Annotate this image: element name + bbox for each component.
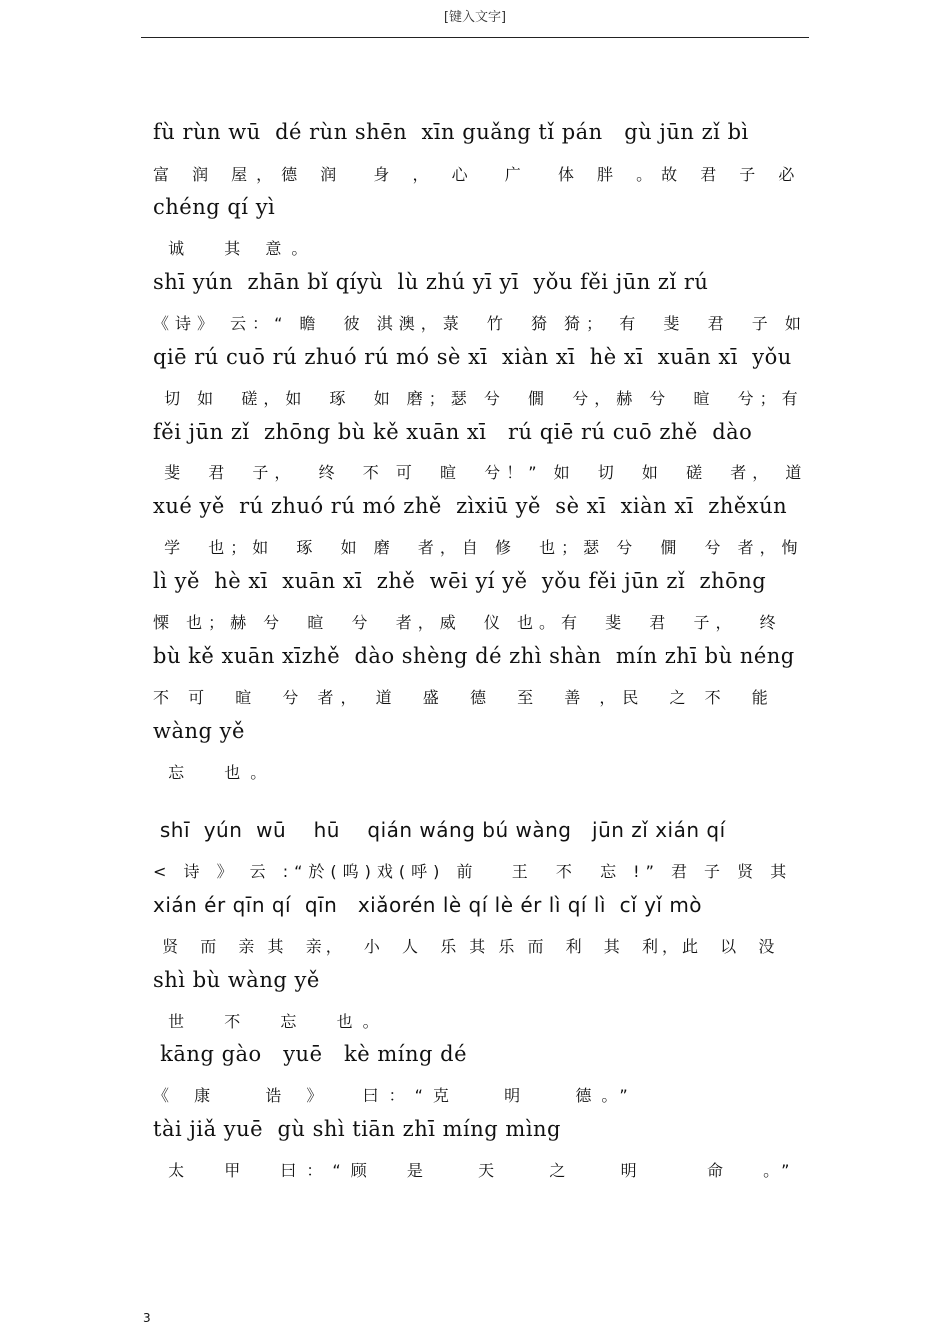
hanzi-line: 《诗》 云：“ 瞻 彼 淇澳，菉 竹 猗 猗； 有 斐 君 子 如 <box>153 314 807 333</box>
hanzi-line: < 诗 》 云 :“於(呜)戏(呼) 前 王 不 忘 !” 君 子 贤 其 <box>153 862 793 881</box>
pinyin-line: chéng qí yì <box>153 195 276 219</box>
pinyin-line: fěi jūn zǐ zhōng bù kě xuān xī rú qiē rú cuō zhě dào <box>153 420 753 444</box>
page-header: [键入文字] <box>443 10 507 25</box>
hanzi-line: 斐 君 子， 终 不 可 暄 兮！” 如 切 如 磋 者， 道 <box>153 463 808 482</box>
hanzi-line: 慄 也；赫 兮 暄 兮 者，威 仪 也。有 斐 君 子， 终 <box>153 613 782 632</box>
page-number: 3 <box>143 1311 151 1325</box>
hanzi-line: 诚 其 意。 <box>153 239 318 258</box>
hanzi-line: 不 可 暄 兮 者， 道 盛 德 至 善 ，民 之 不 能 <box>153 688 775 707</box>
hanzi-line: 太 甲 曰：“顾 是 天 之 明 命 。” <box>153 1161 800 1180</box>
hanzi-line: 《 康 诰 》 曰：“克 明 德。” <box>153 1086 638 1105</box>
pinyin-line: xián ér qīn qí qīn xiǎorén lè qí lè ér lì qí lì cǐ yǐ mò <box>153 893 703 917</box>
pinyin-line: kāng gào yuē kè míng dé <box>153 1042 468 1066</box>
pinyin-line: shì bù wàng yě <box>153 968 320 992</box>
pinyin-line: shī yún zhān bǐ qíyù lù zhú yī yī yǒu fěi jūn zǐ rú <box>153 270 709 294</box>
hanzi-line: 富 润 屋，德 润 身 ， 心 广 体 胖 。故 君 子 必 <box>153 165 804 184</box>
pinyin-line: tài jiǎ yuē gù shì tiān zhī míng mìng <box>153 1117 562 1141</box>
hanzi-line: 贤 而 亲 其 亲， 小 人 乐 其 乐 而 利 其 利，此 以 没 <box>153 937 779 956</box>
pinyin-line: xué yě rú zhuó rú mó zhě zìxiū yě sè xī xiàn xī zhěxún <box>153 494 788 518</box>
hanzi-line: 切 如 磋，如 琢 如 磨；瑟 兮 僩 兮，赫 兮 暄 兮；有 <box>153 389 804 408</box>
pinyin-line: fù rùn wū dé rùn shēn xīn guǎng tǐ pán gù jūn zǐ bì <box>153 120 749 144</box>
hanzi-line: 世 不 忘 也。 <box>153 1012 389 1031</box>
pinyin-line: qiē rú cuō rú zhuó rú mó sè xī xiàn xī hè xī xuān xī yǒu <box>153 345 792 369</box>
hanzi-line: 忘 也。 <box>153 763 277 782</box>
pinyin-line: lì yě hè xī xuān xī zhě wēi yí yě yǒu fěi jūn zǐ zhōng <box>153 569 767 593</box>
pinyin-line: wàng yě <box>153 719 245 743</box>
pinyin-line: shī yún wū hū qián wáng bú wàng jūn zǐ xián qí <box>153 818 726 842</box>
pinyin-line: bù kě xuān xīzhě dào shèng dé zhì shàn mín zhī bù néng <box>153 644 795 668</box>
hanzi-line: 学 也；如 琢 如 磨 者，自 修 也；瑟 兮 僩 兮 者，恂 <box>153 538 804 557</box>
